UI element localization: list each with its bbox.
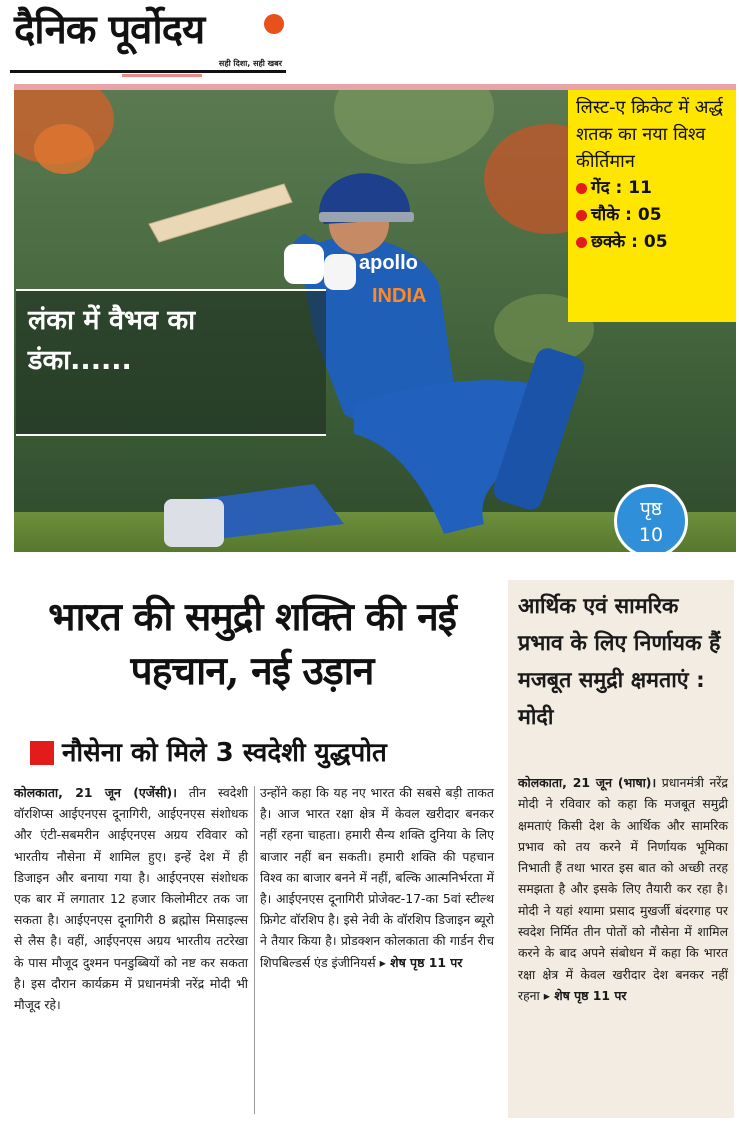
main-headline: भारत की समुद्री शक्ति की नई पहचान, नई उड़ान — [48, 594, 456, 694]
masthead-rule — [10, 70, 286, 73]
column-divider — [254, 786, 255, 1114]
jersey-country-text: INDIA — [372, 285, 427, 307]
stats-box — [568, 90, 736, 322]
jersey-sponsor-text: apollo — [359, 252, 418, 274]
stat-label: छक्के — [591, 232, 626, 252]
stat-label: गेंद — [591, 178, 610, 198]
side-story-body — [518, 772, 728, 1006]
column-text: उन्होंने कहा कि यह नए भारत की सबसे बड़ी ताकत है। आज भारत रक्षा क्षेत्र में केवल खरीदार बनकर नहीं रहना चाहता। हमारी सैन्य शक्ति दुनिया के लिए बाजार नहीं बन सकती। हमारी शक्ति की पहचान विश्व का बाजार बनने में नहीं, बल्कि आत्मनिर्भरता में है। आईएनएस दूनागिरी प्रोजेक्ट-17-का 5वां स्टील्थ फ्रिगेट वॉरशिप है। इसे नेवी के वॉरशिप डिजाइन ब्यूरो ने तैयार किया है। प्रोडक्शन कोलकाता की गार्डन रीच शिपबिल्डर्स एंड इंजीनियर्स — [260, 785, 494, 970]
red-bullet-icon — [576, 183, 587, 194]
subhead-text: नौसेना को मिले 3 स्वदेशी युद्धपोत — [62, 738, 387, 768]
photo-caption: लंका में वैभव का डंका...... — [28, 305, 196, 376]
page-ref-number: 10 — [638, 524, 664, 546]
column-text: प्रधानमंत्री नरेंद्र मोदी ने रविवार को कहा कि मजबूत समुद्री क्षमताएं किसी देश के आर्थिक और सामरिक प्रभाव को तय करने में निर्णायक भूमिका निभाती हैं तथा भारत इस बात को अच्छी तरह समझता है और इसके लिए तैयारी कर रहा है। मोदी ने यहां श्यामा प्रसाद मुखर्जी बंदरगाह पर स्वदेश निर्मित तीन पोतों को नौसेना में शामिल करने के बाद अपने संबोधन में कहा कि भारत रक्षा क्षेत्र में केवल खरीदार देश बनकर नहीं रहना — [518, 775, 728, 1003]
hero-photo — [14, 84, 736, 552]
stat-value: 05 — [643, 232, 668, 252]
stat-fours: चौके : 05 — [576, 202, 728, 229]
masthead — [10, 6, 290, 74]
dateline: कोलकाता, 21 जून (भाषा)। — [518, 775, 657, 790]
page-ref-word: पृष्ठ — [640, 498, 662, 520]
photo-caption-box — [16, 289, 326, 436]
stat-balls: गेंद : 11 — [576, 175, 728, 202]
newspaper-logo: दैनिक पूर्वोदय — [14, 6, 205, 53]
continued-link[interactable]: ▸ शेष पृष्ठ 11 पर — [543, 987, 627, 1003]
story-column-2 — [260, 782, 494, 973]
logo-sun-icon — [264, 14, 284, 34]
story-column-1 — [14, 782, 248, 1015]
stat-value: 05 — [637, 205, 662, 225]
red-square-icon — [30, 741, 54, 765]
stats-title: लिस्ट-ए क्रिकेट में अर्द्ध शतक का नया विश्व कीर्तिमान — [576, 97, 723, 172]
masthead-tagline: सही दिशा, सही खबर — [218, 59, 282, 68]
main-story-body — [14, 782, 494, 1120]
glove-shape — [324, 254, 356, 290]
column-text: तीन स्वदेशी वॉरशिप्स आईएनएस दूनागिरी, आईएनएस संशोधक और एंटी-सबमरीन आईएनएस अग्रय रविवार को भारतीय नौसेना में शामिल हुए। इन्हें देश में ही डिजाइन और बनाया गया है। आईएनएस संशोधक एक बार में लगातार 12 हजार किलोमीटर तक जा सकता है। आईएनएस दूनागिरी 8 ब्रह्मोस मिसाइल्स से लैस है। वहीं, आईएनएस अग्रय भारतीय तटरेखा के पास मौजूद दुश्मन पनडुब्बियों को नष्ट कर सकता है। इस दौरान कार्यक्रम में प्रधानमंत्री नरेंद्र मोदी भी मौजूद रहे। — [14, 785, 248, 1013]
helmet-grille-shape — [319, 212, 414, 222]
glove-shape — [284, 244, 324, 284]
stat-sixes: छक्के : 05 — [576, 229, 728, 256]
stat-value: 11 — [628, 178, 652, 198]
back-pad-shape — [164, 499, 224, 547]
red-bullet-icon — [576, 237, 587, 248]
page-reference-badge[interactable] — [614, 484, 688, 552]
continued-link[interactable]: ▸ शेष पृष्ठ 11 पर — [379, 954, 463, 970]
main-subhead — [30, 735, 490, 771]
stat-label: चौके — [591, 205, 620, 225]
side-headline: आर्थिक एवं सामरिक प्रभाव के लिए निर्णायक हैं मजबूत समुद्री क्षमताएं : मोदी — [518, 594, 721, 730]
side-story — [508, 580, 734, 1118]
cricket-bat-shape — [149, 184, 292, 242]
masthead-subrule — [122, 74, 202, 77]
red-bullet-icon — [576, 210, 587, 221]
dateline: कोलकाता, 21 जून (एजेंसी)। — [14, 785, 177, 800]
